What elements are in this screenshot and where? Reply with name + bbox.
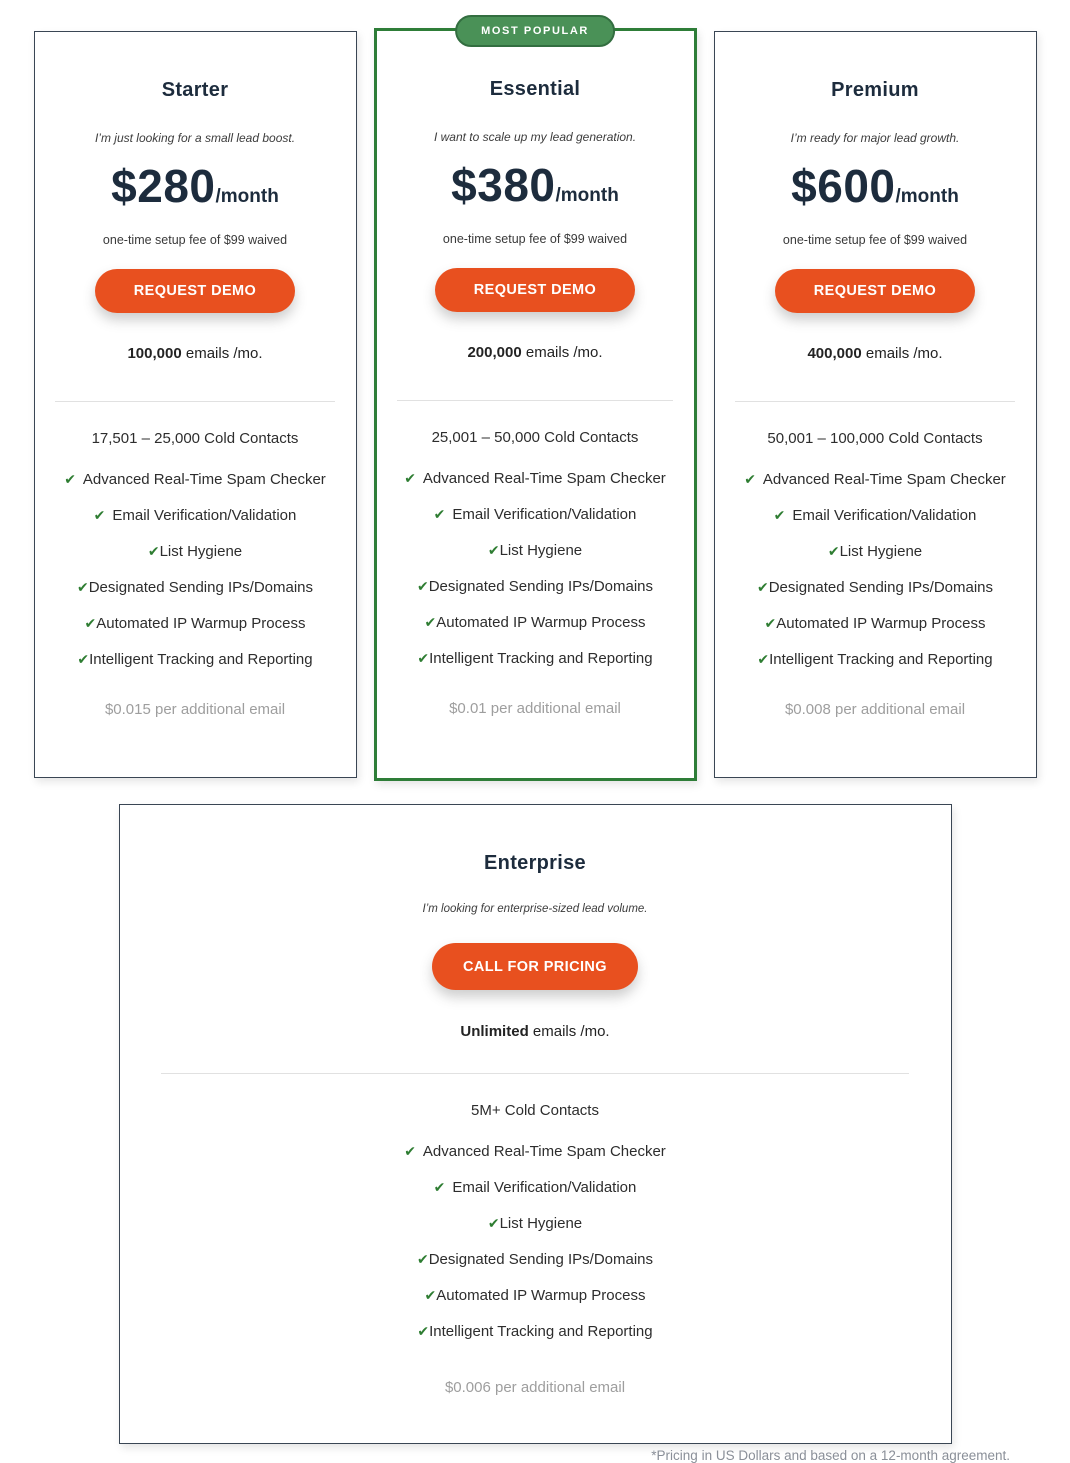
plan-tagline: I’m just looking for a small lead boost. — [94, 131, 296, 145]
feature-list — [120, 1140, 951, 1343]
feature-item — [120, 1284, 951, 1307]
check-icon: ✔ — [827, 543, 840, 559]
cold-contacts-range: 50,001 – 100,000 Cold Contacts — [767, 430, 983, 447]
email-volume-number: 400,000 — [807, 345, 862, 362]
feature-label: Email Verification/Validation — [452, 1179, 637, 1196]
feature-list — [404, 467, 666, 670]
feature-item — [120, 1248, 951, 1271]
plan-title: Essential — [489, 78, 581, 100]
feature-label: Email Verification/Validation — [452, 506, 637, 523]
price-amount: $280 — [111, 160, 216, 212]
plan-price — [35, 159, 356, 213]
feature-label: List Hygiene — [499, 1215, 583, 1232]
check-icon: ✔ — [404, 1143, 416, 1159]
feature-item — [64, 576, 326, 599]
feature-label: Intelligent Tracking and Reporting — [89, 651, 313, 668]
request-demo-button[interactable]: REQUEST DEMO — [95, 269, 295, 313]
cold-contacts-range: 5M+ Cold Contacts — [471, 1102, 599, 1119]
feature-item — [744, 504, 1006, 527]
divider — [735, 401, 1014, 402]
feature-item — [120, 1320, 951, 1343]
divider — [397, 400, 673, 401]
divider — [161, 1073, 909, 1074]
pricing-disclaimer: *Pricing in US Dollars and based on a 12-month agreement. — [651, 1448, 1010, 1463]
feature-label: Intelligent Tracking and Reporting — [429, 650, 653, 667]
feature-label: Automated IP Warmup Process — [436, 614, 646, 631]
feature-item — [744, 468, 1006, 491]
feature-label: Automated IP Warmup Process — [436, 1287, 646, 1304]
feature-label: Designated Sending IPs/Domains — [428, 1251, 654, 1268]
feature-list — [744, 468, 1006, 671]
plan-card-starter — [34, 31, 357, 778]
feature-label: Advanced Real-Time Spam Checker — [762, 471, 1006, 488]
request-demo-button[interactable]: REQUEST DEMO — [435, 268, 635, 312]
check-icon: ✔ — [487, 542, 500, 558]
additional-email-price: $0.008 per additional email — [784, 701, 966, 718]
price-amount: $600 — [791, 160, 896, 212]
plan-price — [715, 159, 1036, 213]
check-icon: ✔ — [417, 1323, 430, 1339]
check-icon: ✔ — [424, 1287, 437, 1303]
feature-list — [64, 468, 326, 671]
email-volume-number: 200,000 — [467, 344, 522, 361]
check-icon: ✔ — [433, 1179, 446, 1195]
feature-label: Designated Sending IPs/Domains — [88, 579, 314, 596]
feature-label: Automated IP Warmup Process — [96, 615, 306, 632]
check-icon: ✔ — [76, 579, 89, 595]
feature-item — [64, 612, 326, 635]
feature-item — [120, 1176, 951, 1199]
feature-label: Automated IP Warmup Process — [776, 615, 986, 632]
plan-title: Enterprise — [484, 852, 586, 874]
plan-tagline: I want to scale up my lead generation. — [433, 130, 637, 144]
email-volume-unit: emails /mo. — [528, 1023, 610, 1040]
setup-fee-note: one-time setup fee of $99 waived — [442, 232, 628, 246]
feature-label: List Hygiene — [499, 542, 583, 559]
divider — [55, 401, 334, 402]
price-amount: $380 — [451, 159, 556, 211]
feature-item — [744, 576, 1006, 599]
additional-email-price: $0.006 per additional email — [444, 1379, 626, 1396]
email-volume-unit: emails /mo. — [521, 344, 603, 361]
plan-card-enterprise — [119, 804, 952, 1444]
feature-label: Designated Sending IPs/Domains — [428, 578, 654, 595]
feature-label: Intelligent Tracking and Reporting — [429, 1323, 653, 1340]
request-demo-button[interactable]: REQUEST DEMO — [775, 269, 975, 313]
feature-item — [404, 503, 666, 526]
check-icon: ✔ — [64, 471, 76, 487]
check-icon: ✔ — [756, 579, 769, 595]
call-for-pricing-button[interactable]: CALL FOR PRICING — [432, 943, 638, 990]
plan-title: Starter — [161, 79, 229, 101]
check-icon: ✔ — [744, 471, 756, 487]
check-icon: ✔ — [416, 1251, 429, 1267]
email-volume-number: Unlimited — [460, 1023, 529, 1040]
feature-label: Advanced Real-Time Spam Checker — [422, 470, 666, 487]
check-icon: ✔ — [487, 1215, 500, 1231]
cold-contacts-range: 17,501 – 25,000 Cold Contacts — [91, 430, 299, 447]
check-icon: ✔ — [433, 506, 446, 522]
cold-contacts-range: 25,001 – 50,000 Cold Contacts — [431, 429, 639, 446]
feature-item — [404, 647, 666, 670]
price-period: /month — [895, 186, 959, 207]
feature-item — [404, 611, 666, 634]
enterprise-row — [0, 781, 1070, 1444]
feature-item — [404, 575, 666, 598]
email-volume-number: 100,000 — [127, 345, 182, 362]
check-icon: ✔ — [84, 615, 97, 631]
plan-card-essential — [374, 25, 697, 781]
feature-item — [64, 468, 326, 491]
feature-item — [744, 648, 1006, 671]
feature-item — [64, 540, 326, 563]
email-volume — [35, 345, 356, 362]
plan-price — [377, 158, 694, 212]
price-period: /month — [555, 185, 619, 206]
check-icon: ✔ — [147, 543, 160, 559]
feature-item — [120, 1140, 951, 1163]
check-icon: ✔ — [93, 507, 106, 523]
feature-item — [744, 540, 1006, 563]
plan-tagline: I’m looking for enterprise-sized lead volume. — [422, 903, 648, 915]
feature-item — [64, 648, 326, 671]
feature-label: Advanced Real-Time Spam Checker — [422, 1143, 666, 1160]
additional-email-price: $0.015 per additional email — [104, 701, 286, 718]
feature-label: List Hygiene — [159, 543, 243, 560]
plan-tagline: I’m ready for major lead growth. — [790, 131, 960, 145]
feature-label: Email Verification/Validation — [792, 507, 977, 524]
feature-label: Intelligent Tracking and Reporting — [769, 651, 993, 668]
setup-fee-note: one-time setup fee of $99 waived — [782, 233, 968, 247]
check-icon: ✔ — [77, 651, 90, 667]
plan-card-premium — [714, 31, 1037, 778]
email-volume-unit: emails /mo. — [181, 345, 263, 362]
feature-item — [120, 1212, 951, 1235]
feature-label: List Hygiene — [839, 543, 923, 560]
check-icon: ✔ — [773, 507, 786, 523]
check-icon: ✔ — [424, 614, 437, 630]
check-icon: ✔ — [764, 615, 777, 631]
check-icon: ✔ — [757, 651, 770, 667]
email-volume-unit: emails /mo. — [861, 345, 943, 362]
setup-fee-note: one-time setup fee of $99 waived — [102, 233, 288, 247]
check-icon: ✔ — [416, 578, 429, 594]
feature-item — [404, 467, 666, 490]
price-period: /month — [215, 186, 279, 207]
check-icon: ✔ — [417, 650, 430, 666]
feature-label: Designated Sending IPs/Domains — [768, 579, 994, 596]
additional-email-price: $0.01 per additional email — [449, 700, 621, 717]
most-popular-badge: MOST POPULAR — [455, 15, 615, 47]
check-icon: ✔ — [404, 470, 416, 486]
feature-label: Advanced Real-Time Spam Checker — [82, 471, 326, 488]
email-volume — [715, 345, 1036, 362]
feature-item — [744, 612, 1006, 635]
feature-label: Email Verification/Validation — [112, 507, 297, 524]
email-volume — [120, 1023, 951, 1040]
feature-item — [64, 504, 326, 527]
plan-title: Premium — [831, 79, 919, 101]
feature-item — [404, 539, 666, 562]
email-volume — [377, 344, 694, 361]
